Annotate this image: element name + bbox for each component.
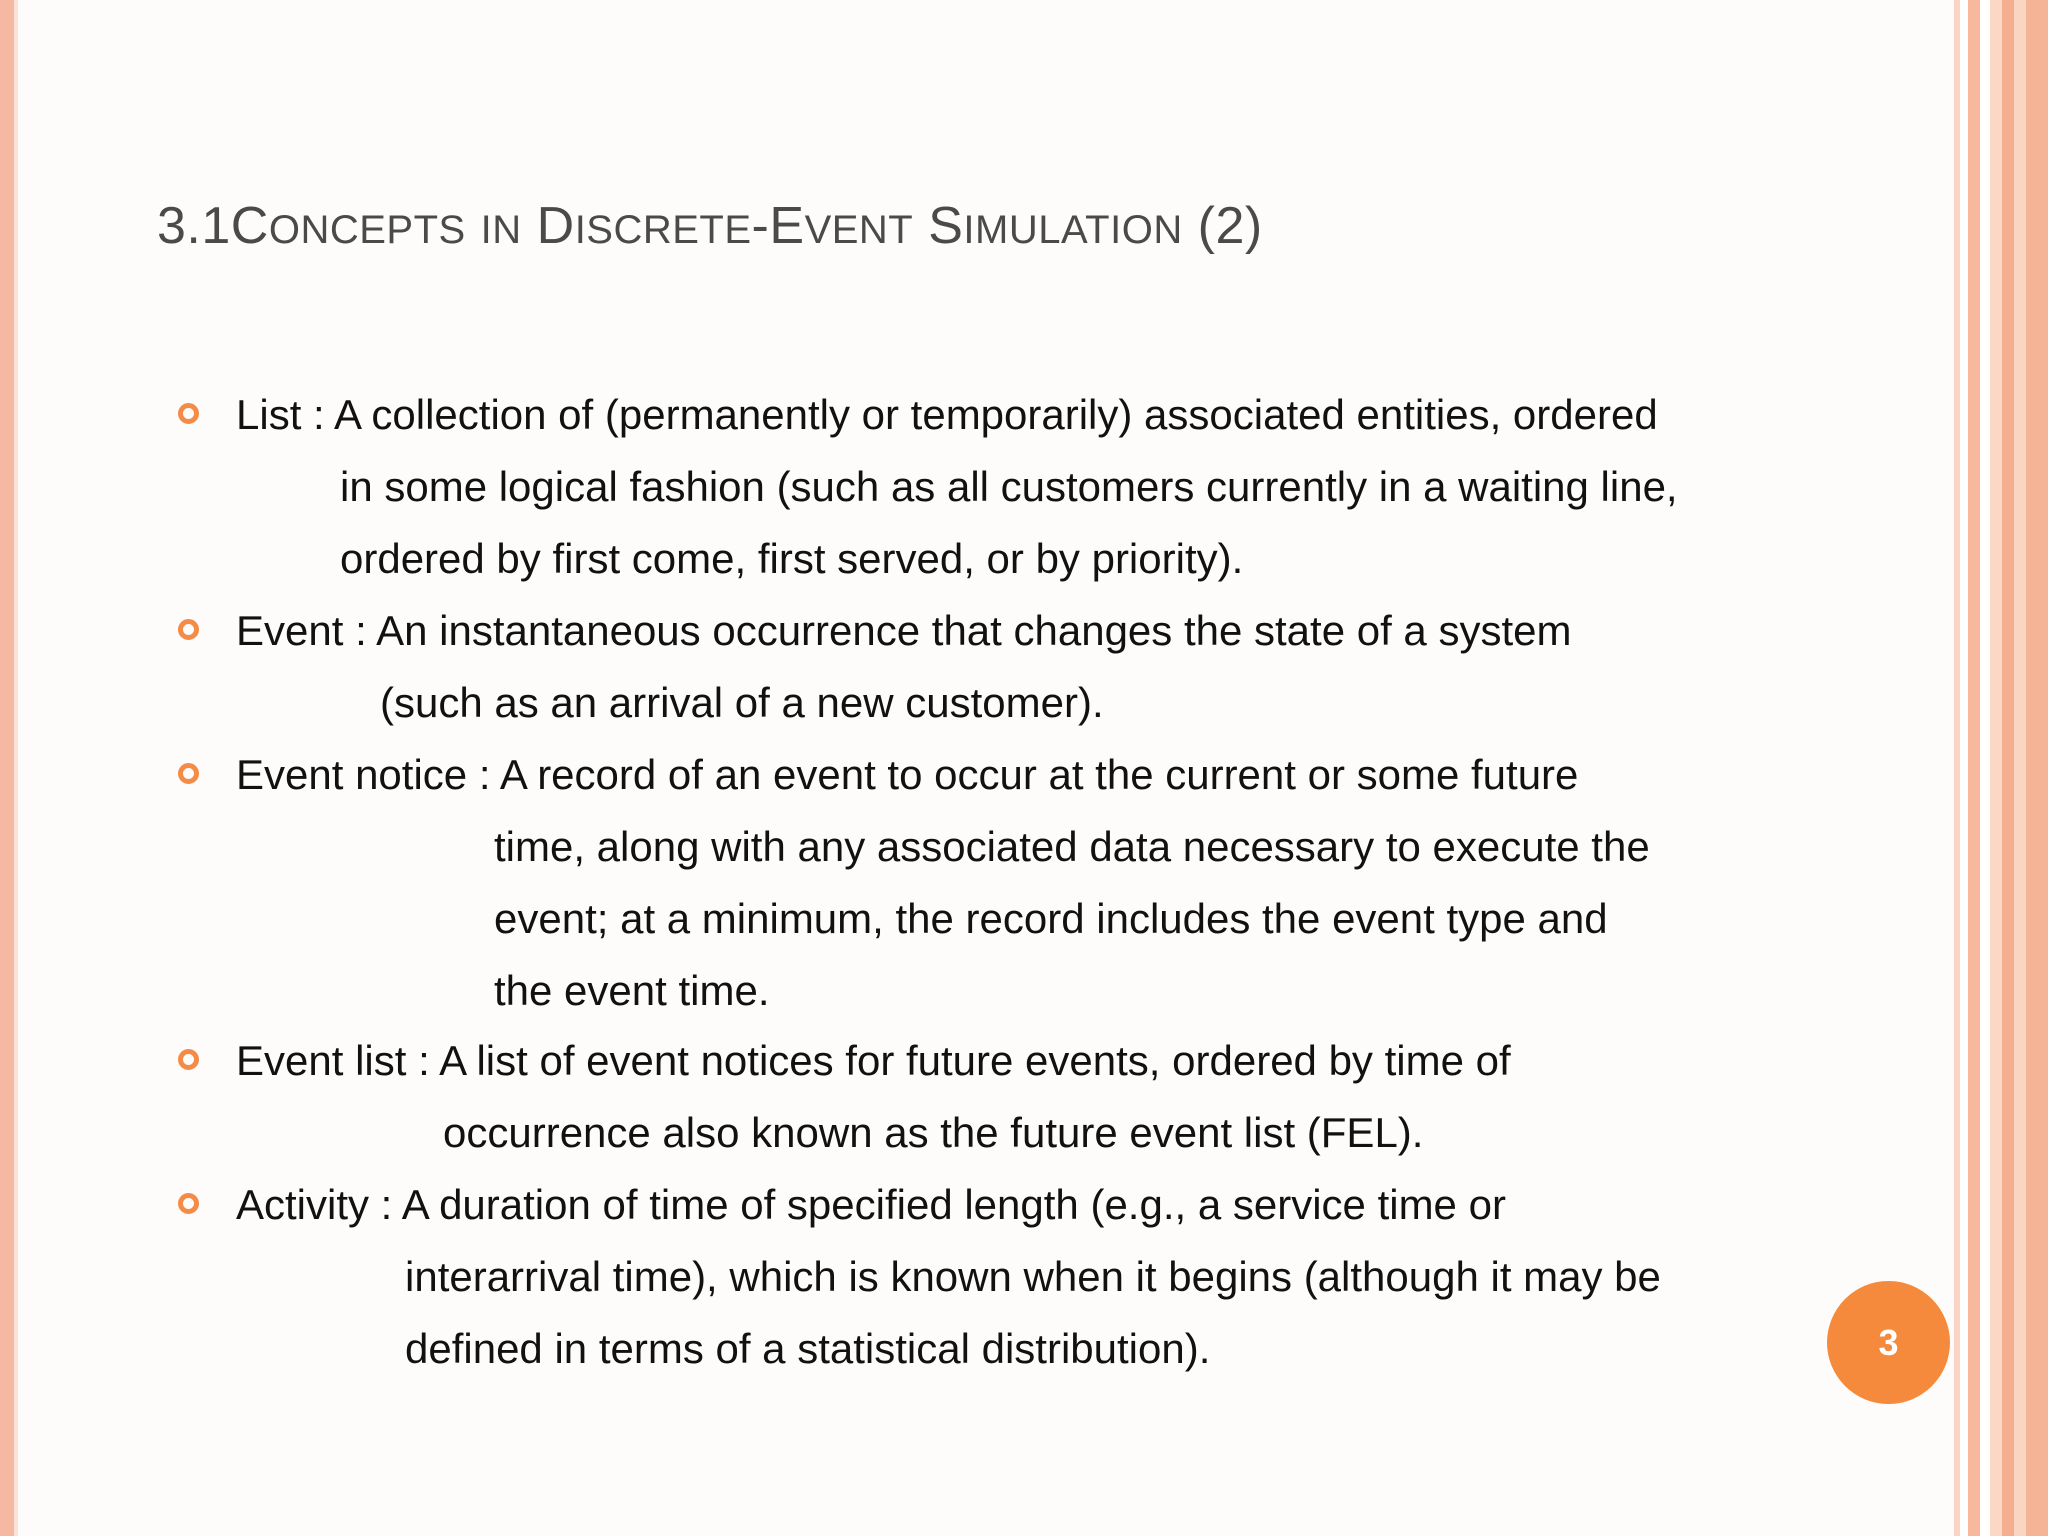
bullet-icon bbox=[178, 763, 199, 784]
bullet-line: defined in terms of a statistical distribution). bbox=[405, 1325, 1211, 1372]
left-border-inner bbox=[14, 0, 18, 1536]
bullet-line: the event time. bbox=[494, 967, 770, 1014]
bullet-line: Event : An instantaneous occurrence that changes the state of a system bbox=[236, 607, 1572, 654]
bullet-line: List : A collection of (permanently or temporarily) associated entities, ordered bbox=[236, 391, 1658, 438]
bullet-line: in some logical fashion (such as all customers currently in a waiting line, bbox=[340, 463, 1678, 510]
bullet-line: Event list : A list of event notices for future events, ordered by time of bbox=[236, 1037, 1511, 1084]
page-number-badge: 3 bbox=[1827, 1281, 1950, 1404]
title-number: 3.1 bbox=[157, 197, 231, 255]
bullet-icon bbox=[178, 1049, 199, 1070]
bullet-icon bbox=[178, 403, 199, 424]
bullet-icon bbox=[178, 619, 199, 640]
bullet-line: Activity : A duration of time of specified length (e.g., a service time or bbox=[236, 1181, 1506, 1228]
right-border bbox=[1954, 0, 2048, 1536]
bullet-line: interarrival time), which is known when it begins (although it may be bbox=[405, 1253, 1661, 1300]
slide-title: 3.1CONCEPTS IN DISCRETE-EVENT SIMULATION (2) bbox=[157, 197, 1263, 255]
bullet-line: Event notice : A record of an event to occur at the current or some future bbox=[236, 751, 1579, 798]
bullet-line: (such as an arrival of a new customer). bbox=[380, 679, 1104, 726]
bullet-line: occurrence also known as the future event list (FEL). bbox=[443, 1109, 1424, 1156]
bullet-icon bbox=[178, 1193, 199, 1214]
left-border bbox=[0, 0, 14, 1536]
bullet-line: ordered by first come, first served, or by priority). bbox=[340, 535, 1244, 582]
bullet-line: time, along with any associated data necessary to execute the bbox=[494, 823, 1650, 870]
bullet-line: event; at a minimum, the record includes the event type and bbox=[494, 895, 1608, 942]
